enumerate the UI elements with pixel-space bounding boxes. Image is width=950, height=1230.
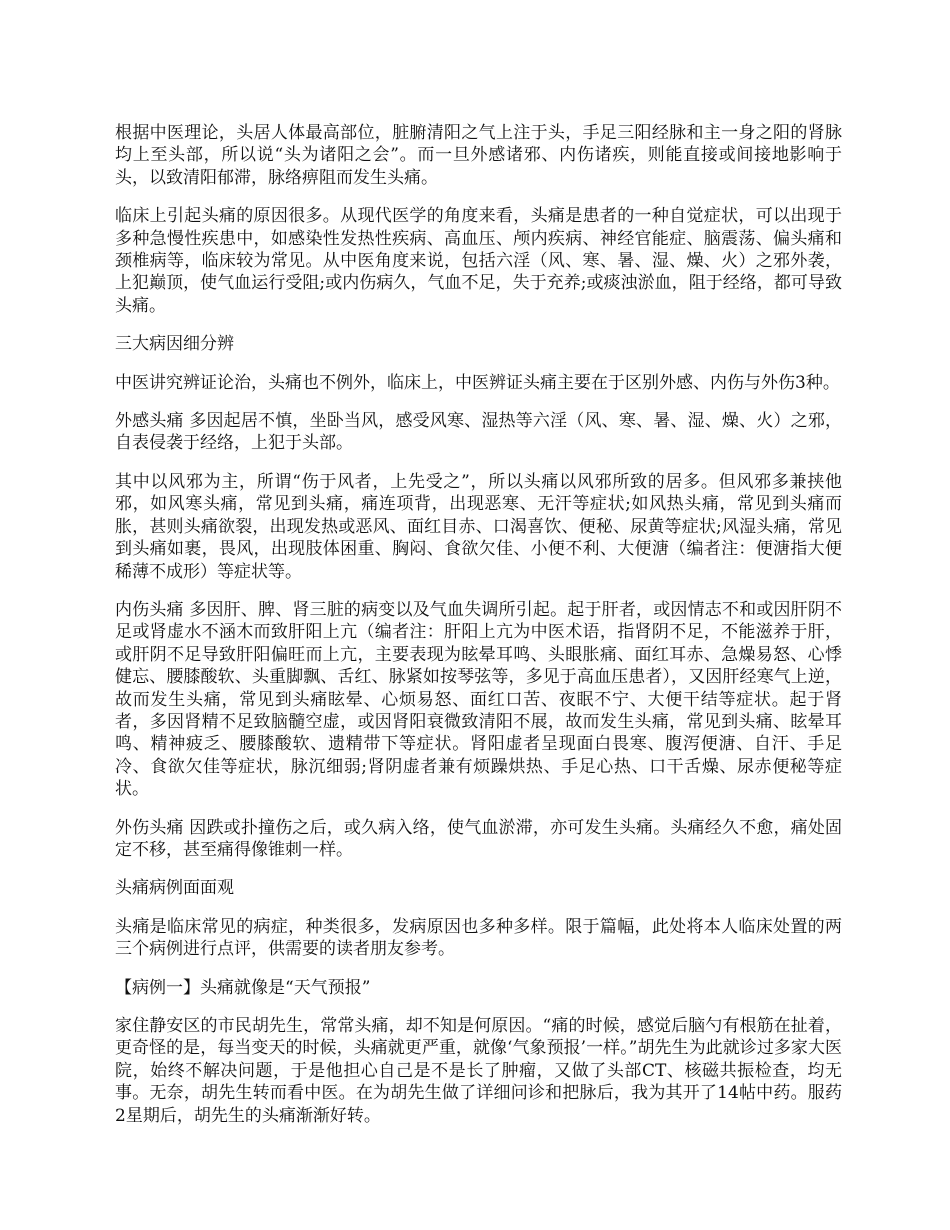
paragraph-cases-intro: 头痛是临床常见的病症，种类很多，发病原因也多种多样。限于篇幅，此处将本人临床处置的两三个病例进行点评，供需要的读者朋友参考。	[115, 916, 842, 960]
paragraph-intro: 根据中医理论，头居人体最高部位，脏腑清阳之气上注于头，手足三阳经脉和主一身之阳的肾脉均上至头部，所以说“头为诸阳之会”。而一旦外感诸邪、内伤诸疾，则能直接或间接地影响于头，以致清阳郁滞，脉络痹阻而发生头痛。	[115, 123, 842, 188]
section-heading-three-causes: 三大病因细分辨	[115, 334, 234, 355]
paragraph-case-one: 家住静安区的市民胡先生，常常头痛，却不知是何原因。“痛的时候，感觉后脑勺有根筋在扯着，更奇怪的是，每当变天的时候，头痛就更严重，就像‘气象预报’一样。”胡先生为此就诊过多家大医院，始终不解决问题，于是他担心自己是不是长了肿瘤，又做了头部CT、核磁共振检查，均无事。无奈，胡先生转而看中医。在为胡先生做了详细问诊和把脉后，我为其开了14帖中药。服药2星期后，胡先生的头痛渐渐好转。	[115, 1016, 842, 1126]
paragraph-internal-headache: 内伤头痛 多因肝、脾、肾三脏的病变以及气血失调所引起。起于肝者，或因情志不和或因肝阴不足或肾虚水不涵木而致肝阳上亢（编者注：肝阳上亢为中医术语，指肾阴不足，不能滋养于肝，或肝阴不足导致肝阳偏旺而上亢，主要表现为眩晕耳鸣、头眼胀痛、面红耳赤、急燥易怒、心悸健忘、腰膝酸软、头重脚飘、舌红、脉紧如按琴弦等，多见于高血压患者），又因肝经寒气上逆，故而发生头痛，常见到头痛眩晕、心烦易怒、面红口苦、夜眠不宁、大便干结等症状。起于肾者，多因肾精不足致脑髓空虚，或因肾阳衰微致清阳不展，故而发生头痛，常见到头痛、眩晕耳鸣、精神疲乏、腰膝酸软、遗精带下等症状。肾阳虚者呈现面白畏寒、腹泻便溏、自汗、手足冷、食欲欠佳等症状，脉沉细弱;肾阴虚者兼有烦躁烘热、手足心热、口干舌燥、尿赤便秘等症状。	[115, 599, 842, 800]
paragraph-trauma-headache: 外伤头痛 因跌或扑撞伤之后，或久病入络，使气血淤滞，亦可发生头痛。头痛经久不愈，痛处固定不移，甚至痛得像锥刺一样。	[115, 817, 842, 860]
paragraph-differentiation: 中医讲究辨证论治，头痛也不例外，临床上，中医辨证头痛主要在于区别外感、内伤与外伤3种。	[115, 372, 840, 393]
case-one-title: 【病例一】头痛就像是“天气预报”	[115, 977, 371, 998]
article-body	[115, 122, 842, 1143]
paragraph-external-headache: 外感头痛 多因起居不慎，坐卧当风，感受风寒、湿热等六淫（风、寒、暑、湿、燥、火）之邪，自表侵袭于经络，上犯于头部。	[115, 411, 842, 454]
section-heading-cases: 头痛病例面面观	[115, 878, 234, 899]
paragraph-causes: 临床上引起头痛的原因很多。从现代医学的角度来看，头痛是患者的一种自觉症状，可以出现于多种急慢性疾患中，如感染性发热性疾病、高血压、颅内疾病、神经官能症、脑震荡、偏头痛和颈椎病等，临床较为常见。从中医角度来说，包括六淫（风、寒、暑、湿、燥、火）之邪外袭，上犯巅顶，使气血运行受阻;或内伤病久，气血不足，失于充养;或痰浊淤血，阻于经络，都可导致头痛。	[115, 206, 842, 316]
paragraph-wind-evil: 其中以风邪为主，所谓“伤于风者，上先受之”，所以头痛以风邪所致的居多。但风邪多兼挟他邪，如风寒头痛，常见到头痛，痛连项背，出现恶寒、无汗等症状;如风热头痛，常见到头痛而胀，甚则头痛欲裂，出现发热或恶风、面红目赤、口渴喜饮、便秘、尿黄等症状;风湿头痛，常见到头痛如裹，畏风，出现肢体困重、胸闷、食欲欠佳、小便不利、大便溏（编者注：便溏指大便稀薄不成形）等症状等。	[115, 471, 842, 582]
